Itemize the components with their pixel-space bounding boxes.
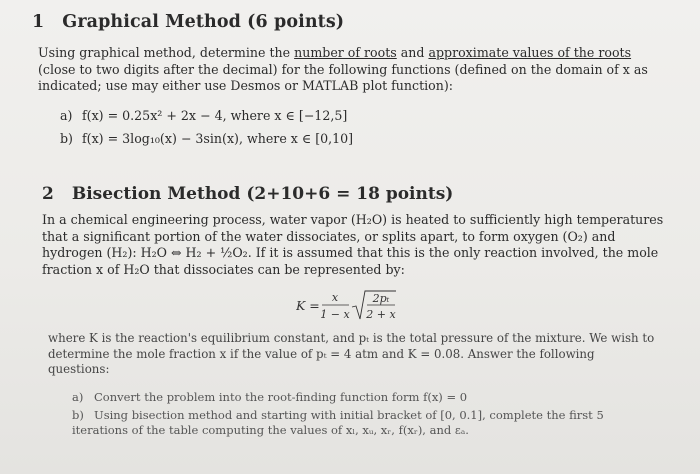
section-1-item-a <box>60 108 347 123</box>
section-2-title: Bisection Method (2+10+6 = 18 points) <box>71 184 454 204</box>
eq-sqrt-num: 2pₜ <box>372 292 390 305</box>
section-1-number: 1 <box>32 12 45 32</box>
section-2-number: 2 <box>42 184 54 204</box>
intro-text: Using graphical method, determine the <box>38 45 295 60</box>
intro-text-mid: and <box>396 45 429 60</box>
eq-frac-den: 1 − x <box>320 308 350 321</box>
item-text: f(x) = 3log₁₀(x) − 3sin(x), where x ∈ [0,10] <box>82 131 354 146</box>
eq-lhs: K = <box>296 298 320 313</box>
item-label: b) <box>60 131 73 146</box>
equilibrium-equation <box>296 289 416 323</box>
intro-underlined-2: approximate values of the roots <box>428 45 632 60</box>
section-1-title: Graphical Method (6 points) <box>62 12 345 32</box>
equation-graphic <box>296 289 416 323</box>
section-2-item-b <box>72 408 662 438</box>
section-2-paragraph: In a chemical engineering process, water vapor (H₂O) is heated to sufficiently high temperatures that a significant portion of the water dissociates, or splits apart, to form oxygen (O₂) and hydrogen (H₂): H₂O ⇔ H₂ + ½O₂. If it is assumed that this is the only reaction involved, the mole fraction x of H₂O that dissociates can be represented by: <box>42 212 664 277</box>
item-text: Using bisection method and starting with initial bracket of [0, 0.1], complete the first 5 iterations of the table computing the values of xₗ, xᵤ, xᵣ, f(xᵣ), and εₐ. <box>72 408 604 437</box>
section-2-item-a <box>72 390 467 404</box>
intro-text-post: (close to two digits after the decimal) for the following functions (defined on the domain of x as indicated; use may either use Desmos or MATLAB plot function): <box>38 61 648 93</box>
section-1-intro <box>38 45 668 95</box>
item-label: a) <box>60 108 73 123</box>
item-text: f(x) = 0.25x² + 2x − 4, where x ∈ [−12,5] <box>82 108 348 123</box>
intro-underlined-1: number of roots <box>294 45 397 60</box>
eq-sqrt-den: 2 + x <box>366 308 396 321</box>
item-label: a) <box>72 390 84 404</box>
section-1-heading <box>32 12 344 32</box>
item-label: b) <box>72 408 84 422</box>
section-2-heading <box>42 184 453 204</box>
eq-frac-num: x <box>331 291 339 304</box>
section-2-after-equation: where K is the reaction's equilibrium constant, and pₜ is the total pressure of the mixture. We wish to determine the mole fraction x if the value of pₜ = 4 atm and K = 0.08. Answer the following questions: <box>48 331 655 376</box>
item-text: Convert the problem into the root-finding function form f(x) = 0 <box>94 390 468 404</box>
section-1-item-b <box>60 131 353 146</box>
